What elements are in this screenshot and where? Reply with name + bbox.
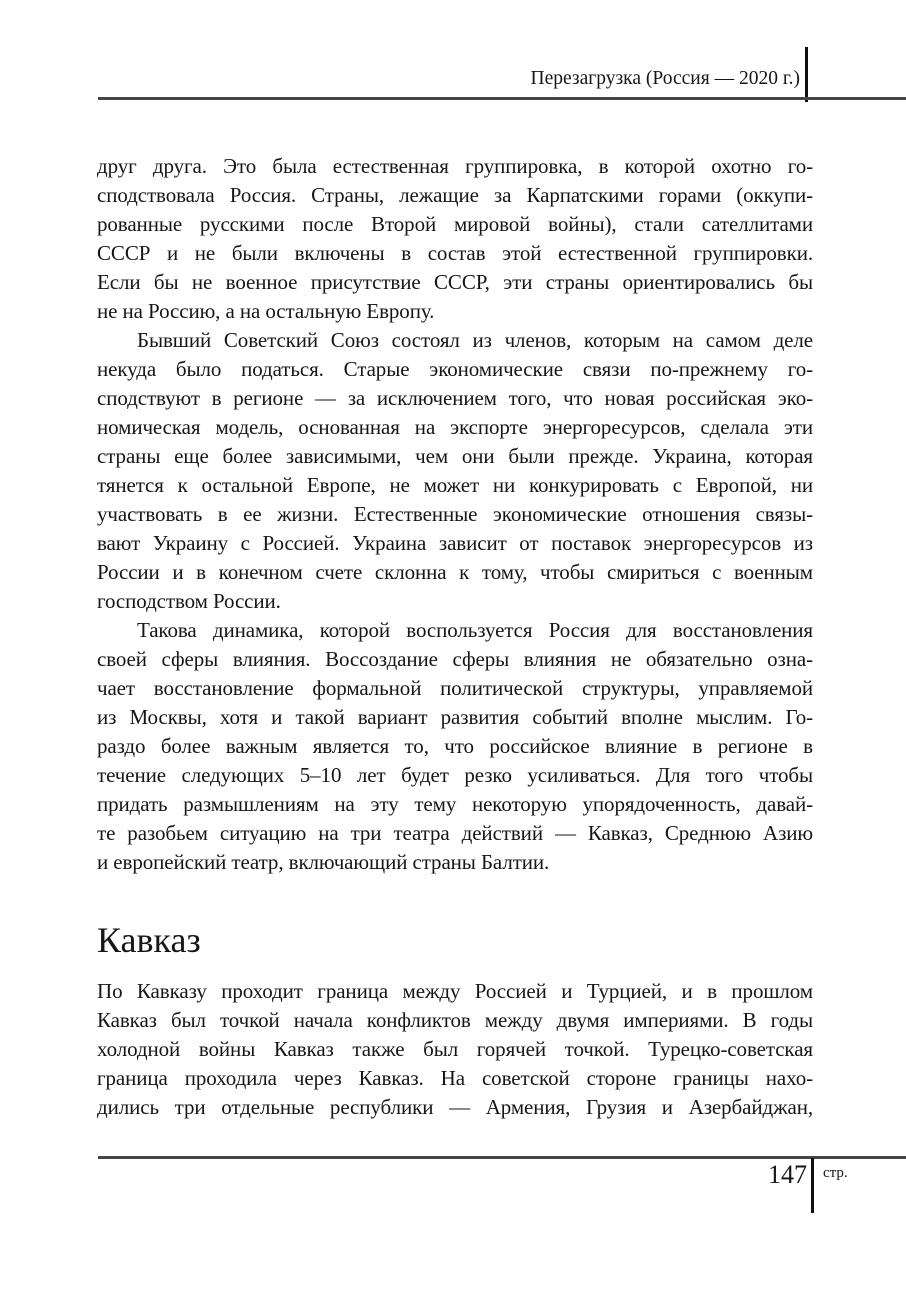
text-line: России и в конечном счете склонна к тому, чтобы смириться с военным (97, 560, 813, 584)
text-line: СССР и не были включены в состав этой естественной группировки. (97, 241, 813, 265)
paragraph (97, 977, 813, 1122)
header-rule (98, 97, 906, 100)
text-line: Бывший Советский Союз состоял из членов, которым на самом деле (137, 328, 813, 352)
text-line: тянется к остальной Европе, не может ни конкурировать с Европой, ни (97, 473, 813, 497)
paragraph (97, 326, 813, 616)
paragraphs-before-heading (97, 152, 813, 877)
text-line: номическая модель, основанная на экспорте энергоресурсов, сделала эти (97, 415, 813, 439)
text-line: граница проходила через Кавказ. На советской стороне границы нахо- (97, 1066, 813, 1090)
text-line: течение следующих 5–10 лет будет резко усиливаться. Для того чтобы (97, 763, 813, 787)
text-line: и европейский театр, включающий страны Балтии. (97, 850, 550, 874)
footer-vertical-bar (811, 1158, 814, 1213)
text-line: участвовать в ее жизни. Естественные экономические отношения связы- (97, 502, 813, 526)
text-line: друг друга. Это была естественная группировка, в которой охотно го- (97, 154, 813, 178)
text-line: господством России. (97, 589, 281, 613)
text-line: Такова динамика, которой воспользуется Россия для восстановления (137, 618, 813, 642)
page-number: 147 (768, 1160, 807, 1189)
text-line: раздо более важным является то, что российское влияние в регионе в (97, 734, 813, 758)
text-line: не на Россию, а на остальную Европу. (97, 299, 435, 323)
text-line: придать размышлениям на эту тему некоторую упорядоченность, давай- (97, 792, 813, 816)
paragraph (97, 152, 813, 326)
running-header-title: Перезагрузка (Россия — 2020 г.) (530, 68, 800, 89)
text-line: По Кавказу проходит граница между Россией и Турцией, и в прошлом (97, 979, 813, 1003)
paragraphs-after-heading (97, 977, 813, 1122)
text-line: страны еще более зависимыми, чем они были прежде. Украина, которая (97, 444, 813, 468)
text-line: сподствуют в регионе — за исключением того, что новая российская эко- (97, 386, 813, 410)
header-vertical-bar (805, 47, 808, 102)
page-body (97, 152, 813, 1122)
text-line: чает восстановление формальной политической структуры, управляемой (97, 676, 813, 700)
text-line: холодной войны Кавказ также был горячей точкой. Турецко-советская (97, 1037, 813, 1061)
text-line: из Москвы, хотя и такой вариант развития событий вполне мыслим. Го- (97, 705, 813, 729)
text-line: Кавказ был точкой начала конфликтов между двумя империями. В годы (97, 1008, 813, 1032)
text-line: дились три отдельные республики — Армения, Грузия и Азербайджан, (97, 1095, 813, 1119)
text-line: своей сферы влияния. Воссоздание сферы влияния не обязательно озна- (97, 647, 813, 671)
text-line: сподствовала Россия. Страны, лежащие за Карпатскими горами (оккупи- (97, 183, 813, 207)
text-line: вают Украину с Россией. Украина зависит от поставок энергоресурсов из (97, 531, 813, 555)
text-line: некуда было податься. Старые экономические связи по-прежнему го- (97, 357, 813, 381)
text-line: те разобьем ситуацию на три театра действий — Кавказ, Среднюю Азию (97, 821, 813, 845)
paragraph (97, 616, 813, 877)
footer-rule (98, 1156, 906, 1159)
page-label: стр. (823, 1165, 848, 1181)
section-heading: Кавказ (97, 920, 201, 960)
text-line: рованные русскими после Второй мировой войны), стали сателлитами (97, 212, 813, 236)
text-line: Если бы не военное присутствие СССР, эти страны ориентировались бы (97, 270, 813, 294)
